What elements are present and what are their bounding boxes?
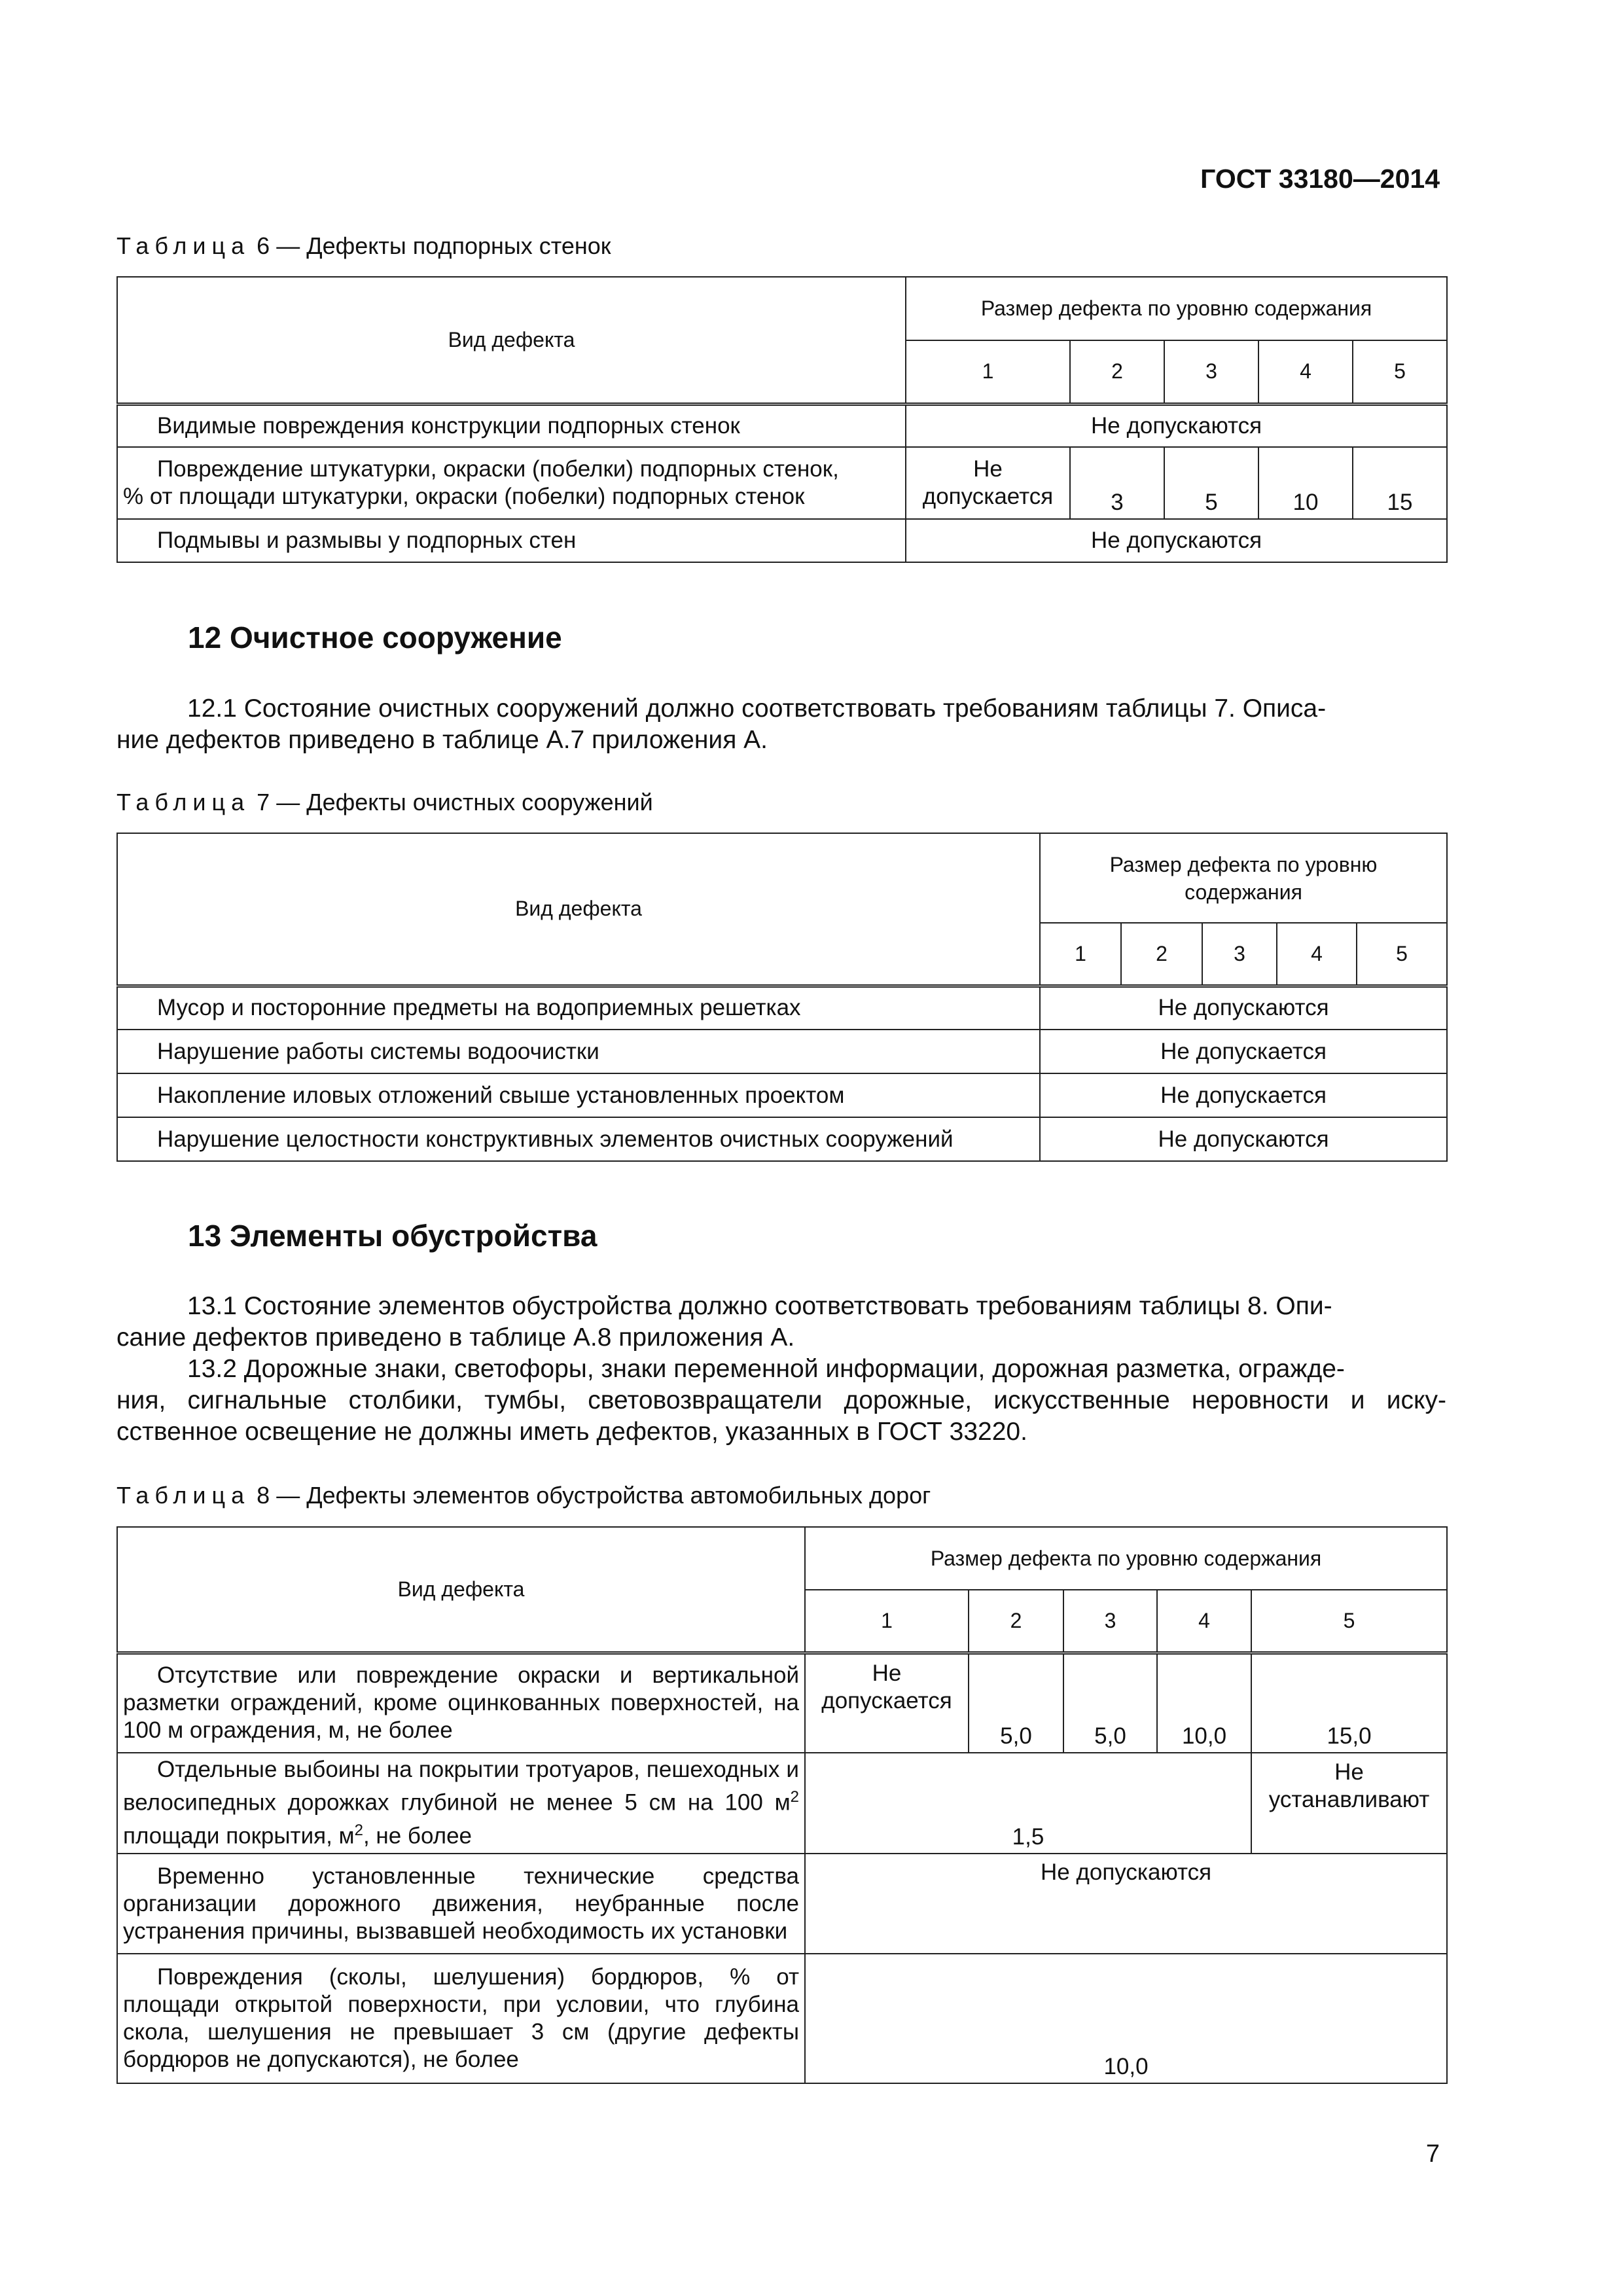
table6-row2-label-line1: Повреждение штукатурки, окраски (побелки) подпорных стенок, [157, 456, 839, 482]
table6-row2-level1-a: Не [973, 456, 1003, 482]
table6-row3-value: Не допускаются [906, 519, 1447, 562]
table7-level-1: 1 [1040, 923, 1121, 986]
table7-col-size-line2: содержания [1185, 880, 1302, 904]
table7-row1-value: Не допускаются [1040, 986, 1447, 1030]
table7-caption-word: Таблица [116, 789, 251, 816]
section12-heading: 12 Очистное сооружение [188, 620, 562, 655]
table8-row1-level2: 5,0 [969, 1653, 1063, 1753]
table-row [117, 1073, 1447, 1117]
table6-row2-level1-b: допускается [922, 484, 1054, 509]
document-code: ГОСТ 33180—2014 [1200, 164, 1440, 194]
table-row [117, 1753, 1447, 1854]
table7-level-2: 2 [1121, 923, 1202, 986]
table6-level-5: 5 [1353, 340, 1447, 404]
table6-col-defect: Вид дефекта [117, 277, 906, 404]
table6-row2-level4: 10 [1258, 447, 1353, 519]
table-row [117, 1954, 1447, 2083]
table6-level-3: 3 [1164, 340, 1258, 404]
table6-level-2: 2 [1070, 340, 1164, 404]
table-row [117, 1854, 1447, 1954]
table8-level-2: 2 [969, 1590, 1063, 1653]
table6-row2-label [117, 447, 906, 519]
table8-row1-level3: 5,0 [1063, 1653, 1157, 1753]
table7-level-3: 3 [1202, 923, 1277, 986]
section13-heading: 13 Элементы обустройства [188, 1219, 597, 1253]
table7-row3-value: Не допускается [1040, 1073, 1447, 1117]
table6-level-1: 1 [906, 340, 1070, 404]
table7-col-defect: Вид дефекта [117, 833, 1040, 986]
table7-row2-value: Не допускается [1040, 1030, 1447, 1073]
table8-row3-value: Не допускаются [805, 1854, 1447, 1954]
table8-row2-label-end: , не более [363, 1823, 473, 1849]
table-row [117, 1030, 1447, 1073]
table-row [117, 519, 1447, 562]
table8-caption-title: 8 — Дефекты элементов обустройства автомобильных дорог [257, 1482, 931, 1509]
table7-row1-label: Мусор и посторонние предметы на водоприемных решетках [117, 986, 1040, 1030]
table8-caption-word: Таблица [116, 1482, 251, 1509]
section13-para2-line2: ния, сигнальные столбики, тумбы, световозвращатели дорожные, искусственные неровности и иску- [116, 1386, 1446, 1414]
table8-row2-label-pre: Отдельные выбоины на покрытии тротуаров, пешеходных и велосипедных дорожках глубиной не менее 5 см на 100 м [123, 1757, 799, 1816]
table6-row1-value: Не допускаются [906, 404, 1447, 447]
table6-caption-title: 6 — Дефекты подпорных стенок [257, 232, 611, 259]
table8-level-3: 3 [1063, 1590, 1157, 1653]
table6-row2-level1 [906, 447, 1070, 519]
table8-row2-level5 [1251, 1753, 1447, 1854]
table6-row2-level3: 5 [1164, 447, 1258, 519]
table7-row2-label: Нарушение работы системы водоочистки [117, 1030, 1040, 1073]
table8-caption [116, 1482, 931, 1509]
table6 [116, 276, 1448, 563]
table8-row2-levels-1-4: 1,5 [805, 1753, 1251, 1854]
table7-level-5: 5 [1357, 923, 1447, 986]
table6-row1-label: Видимые повреждения конструкции подпорных стенок [117, 404, 906, 447]
table6-level-4: 4 [1258, 340, 1353, 404]
table8-row4-label: Повреждения (сколы, шелушения) бордюров, % от площади открытой поверхности, при условии, что глубина скола, шелушения не превышает 3 см (другие дефекты бордюров не допускаются), не более [117, 1954, 805, 2083]
table7-caption [116, 789, 653, 816]
table8-level-4: 4 [1157, 1590, 1251, 1653]
table8-row2-level5-a: Не [1334, 1759, 1364, 1785]
table8-row2-level5-b: устанавливают [1268, 1787, 1430, 1812]
section12-para-line1: 12.1 Состояние очистных сооружений должно соответствовать требованиям таблицы 7. Описа- [187, 694, 1327, 723]
table7-col-size-line1: Размер дефекта по уровню [1109, 852, 1378, 876]
section13-para1-line2: сание дефектов приведено в таблице А.8 приложения А. [116, 1323, 795, 1352]
table8-row2-label [117, 1753, 805, 1854]
section13-para2-line1: 13.2 Дорожные знаки, светофоры, знаки переменной информации, дорожная разметка, огражде- [187, 1355, 1345, 1383]
table-row [117, 1117, 1447, 1161]
table8-row3-label: Временно установленные технические средства организации дорожного движения, неубранные после устранения причины, вызвавшей необходимость их установки [117, 1854, 805, 1954]
table6-caption [116, 232, 611, 260]
table8-col-size: Размер дефекта по уровню содержания [805, 1527, 1447, 1590]
table8-row2-label-sup2: 2 [354, 1821, 363, 1839]
table8-row2-label-post: площади покрытия, м [123, 1823, 355, 1849]
table7-caption-title: 7 — Дефекты очистных сооружений [257, 789, 653, 816]
table8-row1-level4: 10,0 [1157, 1653, 1251, 1753]
table8-level-5: 5 [1251, 1590, 1447, 1653]
table6-row2-label-line2: % от площади штукатурки, окраски (побелки) подпорных стенок [123, 484, 805, 509]
table8-row1-level1-a: Не [872, 1660, 902, 1686]
table7-row4-value: Не допускаются [1040, 1117, 1447, 1161]
table6-col-size: Размер дефекта по уровню содержания [906, 277, 1447, 340]
table8-col-defect: Вид дефекта [117, 1527, 805, 1653]
table-row [117, 404, 1447, 447]
section13-para2-line3: сственное освещение не должны иметь дефектов, указанных в ГОСТ 33220. [116, 1418, 1027, 1446]
table-row [117, 986, 1447, 1030]
section13-paragraphs [116, 1291, 1446, 1448]
page-number: 7 [1425, 2140, 1440, 2168]
table7-level-4: 4 [1277, 923, 1357, 986]
table6-caption-word: Таблица [116, 232, 251, 259]
table8-level-1: 1 [805, 1590, 969, 1653]
table6-row3-label: Подмывы и размывы у подпорных стен [117, 519, 906, 562]
table8-row1-level5: 15,0 [1251, 1653, 1447, 1753]
table8-row1-label: Отсутствие или повреждение окраски и вертикальной разметки ограждений, кроме оцинкованных поверхностей, на 100 м ограждения, м, не более [117, 1653, 805, 1753]
table7-col-size [1040, 833, 1447, 923]
table7 [116, 833, 1448, 1162]
table6-row2-level5: 15 [1353, 447, 1447, 519]
table8-row1-level1-b: допускается [821, 1687, 952, 1713]
table6-row2-level2: 3 [1070, 447, 1164, 519]
section12-para-line2: ние дефектов приведено в таблице А.7 приложения А. [116, 726, 768, 754]
table8-row2-label-sup: 2 [790, 1788, 799, 1806]
table-row [117, 447, 1447, 519]
table7-row3-label: Накопление иловых отложений свыше установленных проектом [117, 1073, 1040, 1117]
table-row [117, 1653, 1447, 1753]
table8-row1-level1 [805, 1653, 969, 1753]
table8 [116, 1526, 1448, 2084]
table7-row4-label: Нарушение целостности конструктивных элементов очистных сооружений [117, 1117, 1040, 1161]
table8-row4-value: 10,0 [805, 1954, 1447, 2083]
section12-paragraph [116, 693, 1446, 756]
section13-para1-line1: 13.1 Состояние элементов обустройства должно соответствовать требованиям таблицы 8. Опи- [187, 1292, 1332, 1320]
